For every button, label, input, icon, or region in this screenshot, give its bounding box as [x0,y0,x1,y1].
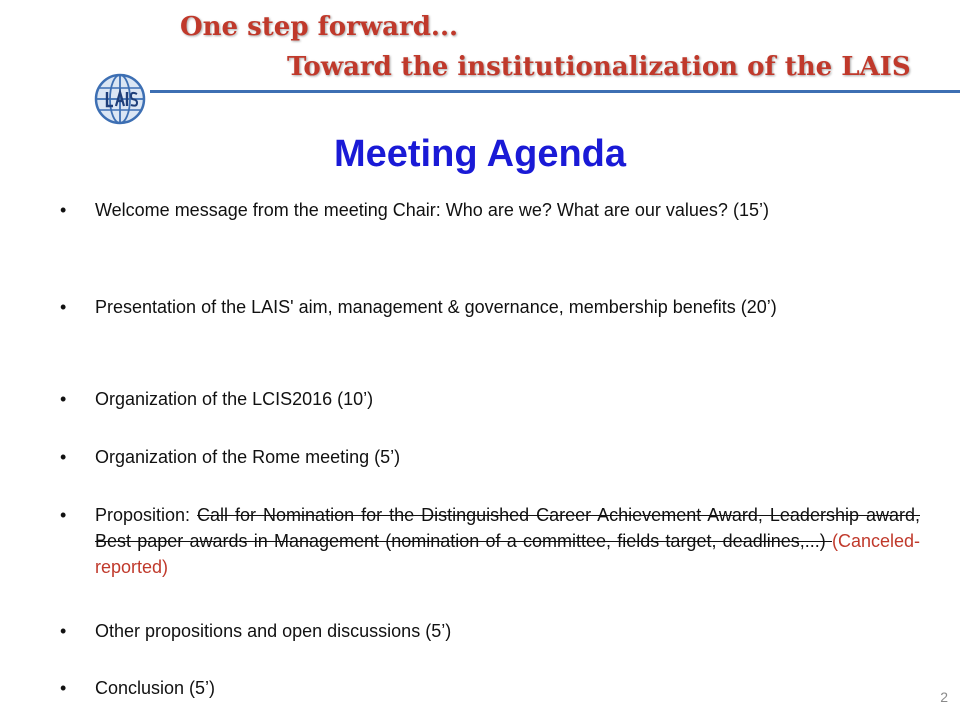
agenda-item [60,197,920,223]
bullet: • [60,505,67,525]
header-divider [150,90,960,93]
bullet: • [60,389,67,409]
agenda-item-text: Organization of the LCIS2016 (10’) [95,389,374,409]
agenda-item-text: Welcome message from the meeting Chair: Who are we? What are our values? (15’) [95,200,769,220]
header-line-2: Toward the institutionalization of the LAIS [287,52,911,82]
proposition-prefix: Proposition: [95,505,198,525]
agenda-item [60,502,920,580]
agenda-item-text: Other propositions and open discussions (5’) [95,621,452,641]
canceled-note: (Canceled- reported) [95,531,920,577]
lais-globe-logo-icon [93,72,147,126]
agenda-item-text: Organization of the Rome meeting (5’) [95,447,401,467]
agenda-item [60,294,920,320]
bullet: • [60,447,67,467]
agenda-item-text: Presentation of the LAIS' aim, management & governance, membership benefits (20’) [95,297,777,317]
agenda-item [60,675,920,701]
header-line-1: One step forward... [180,12,459,42]
page-title: Meeting Agenda [333,133,627,175]
agenda-item [60,386,920,412]
bullet: • [60,678,67,698]
bullet: • [60,297,67,317]
page-number: 2 [940,689,948,705]
canceled-proposition-text: Call for Nomination for the Distinguished Career Achievement Award, Leadership award, Best paper awards in Management (nomination of a committee, fields target, deadlines,...) [95,505,920,551]
agenda-item-text: Conclusion (5’) [95,678,216,698]
bullet: • [60,200,67,220]
agenda-item [60,618,920,644]
agenda-item-text [95,502,920,580]
bullet: • [60,621,67,641]
agenda-item [60,444,920,470]
